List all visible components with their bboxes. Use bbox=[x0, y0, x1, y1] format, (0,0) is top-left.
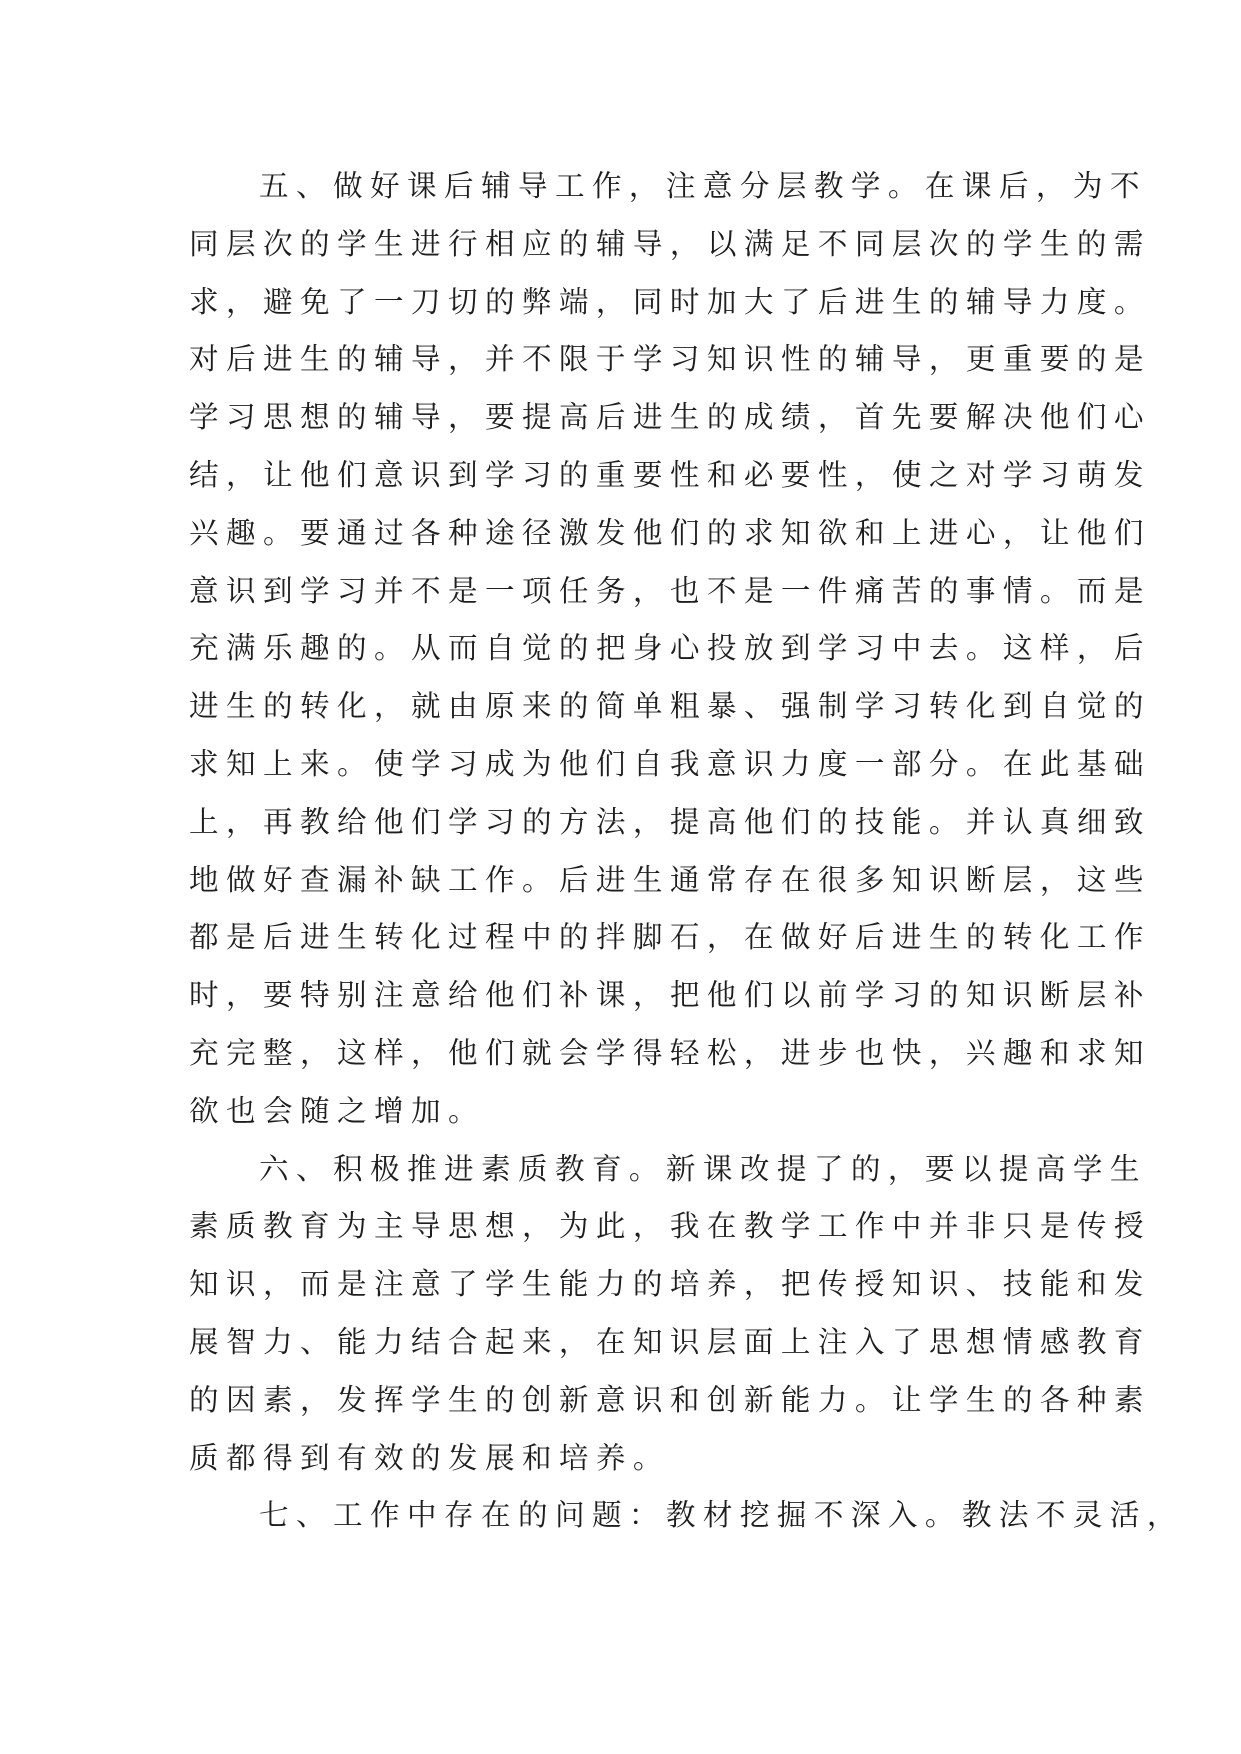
text-line: 五、做好课后辅导工作，注意分层教学。在课后，为不 bbox=[259, 169, 1147, 203]
paragraph-6 bbox=[189, 1141, 1151, 1488]
text-line: 同层次的学生进行相应的辅导，以满足不同层次的学生的需 bbox=[189, 226, 1151, 261]
document-body bbox=[189, 158, 1184, 1545]
text-line: 地做好查漏补缺工作。后进生通常存在很多知识断层，这些 bbox=[189, 862, 1151, 897]
text-line: 充完整，这样，他们就会学得轻松，进步也快，兴趣和求知 bbox=[189, 1035, 1151, 1070]
text-line: 时，要特别注意给他们补课，把他们以前学习的知识断层补 bbox=[189, 978, 1151, 1013]
text-line: 学习思想的辅导，要提高后进生的成绩，首先要解决他们心 bbox=[189, 400, 1151, 435]
paragraph-5 bbox=[189, 158, 1151, 1141]
text-line: 都是后进生转化过程中的拌脚石，在做好后进生的转化工作 bbox=[189, 920, 1151, 955]
text-line: 上，再教给他们学习的方法，提高他们的技能。并认真细致 bbox=[189, 804, 1151, 839]
text-line: 欲也会随之增加。 bbox=[189, 1093, 485, 1128]
text-line: 六、积极推进素质教育。新课改提了的，要以提高学生 bbox=[259, 1151, 1147, 1186]
text-line: 知识，而是注意了学生能力的培养，把传授知识、技能和发 bbox=[189, 1267, 1151, 1302]
text-line: 求知上来。使学习成为他们自我意识力度一部分。在此基础 bbox=[189, 746, 1151, 781]
paragraph-7 bbox=[189, 1487, 1184, 1545]
text-line: 素质教育为主导思想，为此，我在教学工作中并非只是传授 bbox=[189, 1209, 1151, 1244]
text-line: 七、工作中存在的问题：教材挖掘不深入。教法不灵活， bbox=[259, 1498, 1184, 1533]
text-line: 充满乐趣的。从而自觉的把身心投放到学习中去。这样，后 bbox=[189, 631, 1151, 666]
text-line: 进生的转化，就由原来的简单粗暴、强制学习转化到自觉的 bbox=[189, 689, 1151, 724]
text-line: 结，让他们意识到学习的重要性和必要性，使之对学习萌发 bbox=[189, 457, 1151, 492]
text-line: 的因素，发挥学生的创新意识和创新能力。让学生的各种素 bbox=[189, 1382, 1151, 1417]
text-line: 意识到学习并不是一项任务，也不是一件痛苦的事情。而是 bbox=[189, 573, 1151, 608]
text-line: 展智力、能力结合起来，在知识层面上注入了思想情感教育 bbox=[189, 1324, 1151, 1359]
text-line: 质都得到有效的发展和培养。 bbox=[189, 1440, 670, 1475]
text-line: 兴趣。要通过各种途径激发他们的求知欲和上进心，让他们 bbox=[189, 515, 1151, 550]
text-line: 对后进生的辅导，并不限于学习知识性的辅导，更重要的是 bbox=[189, 342, 1151, 377]
text-line: 求，避免了一刀切的弊端，同时加大了后进生的辅导力度。 bbox=[189, 284, 1151, 319]
